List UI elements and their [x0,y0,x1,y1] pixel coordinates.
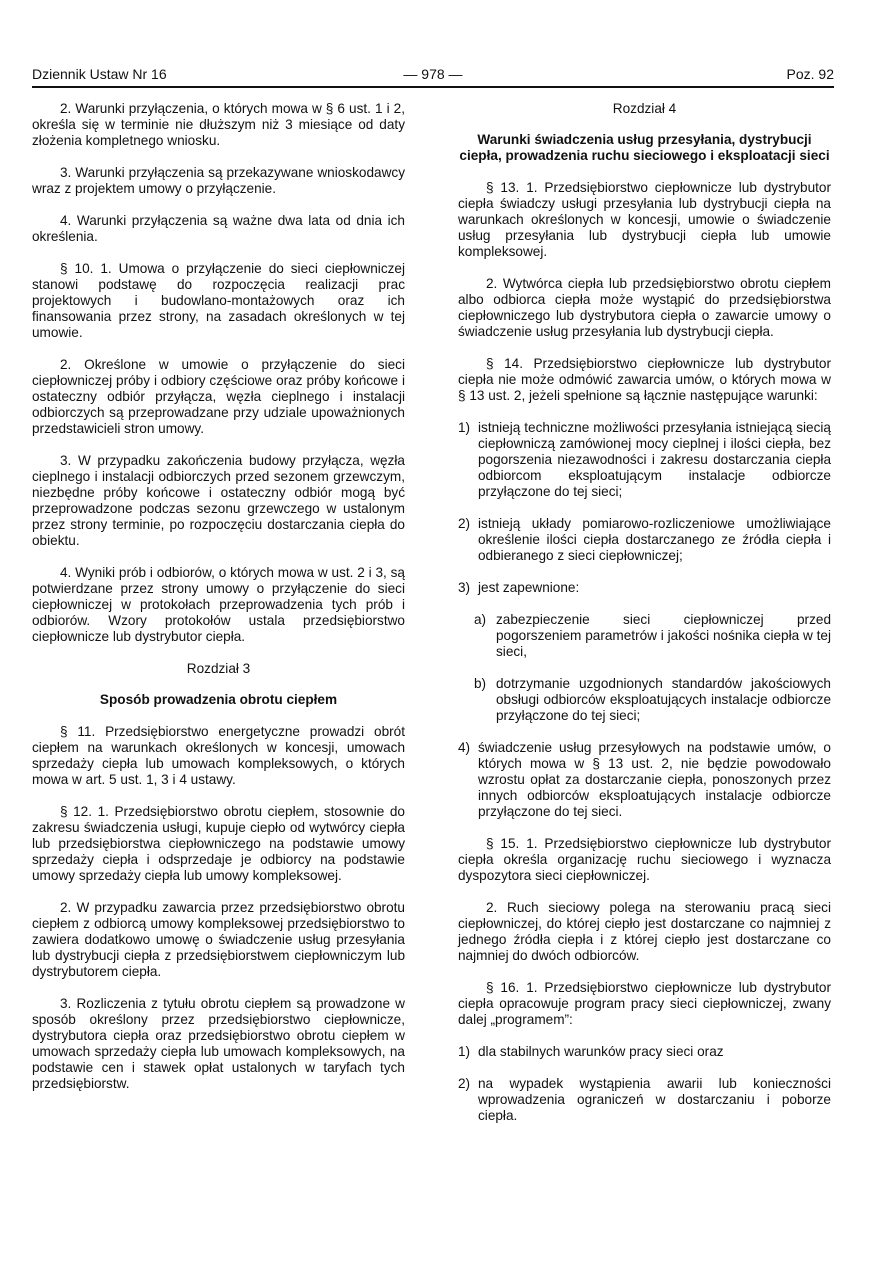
list-number: 4) [458,740,471,755]
list-item [458,516,831,564]
list-item [458,1044,831,1060]
list-letter: a) [474,612,487,627]
list-number: 3) [458,580,471,595]
paragraph: 3. W przypadku zakończenia budowy przyłącza, węzła cieplnego i instalacji odbiorczych przed sezonem grzewczym, niezbędne próby końcowe i ostateczny odbiór mogą być przeprowadzone podczas sezonu grzewczego w ustalonym przez strony terminie, po rozpoczęciu dostarczania ciepła do obiektu. [32,453,405,548]
list-text: istnieją układy pomiarowo-rozliczeniowe umożliwiające określenie ilości ciepła dostarczanego ze źródła ciepła i odbieranego z sieci ciepłowniczej; [478,516,831,563]
position-number: Poz. 92 [786,66,834,82]
list-text: jest zapewnione: [478,580,580,595]
chapter-heading: Rozdział 3 [186,661,251,676]
list-text: świadczenie usług przesyłowych na podstawie umów, o których mowa w § 13 ust. 2, nie będzie powodowało wzrostu opłat za dostarczanie ciepła, ponoszonych przez innych odbiorców eksploatujących instalacje odbiorcze przyłączone do tej sieci. [478,740,831,819]
paragraph: 4. Wyniki prób i odbiorów, o których mowa w ust. 2 i 3, są potwierdzane przez strony umowy o przyłączenie do sieci ciepłowniczej w protokołach przeprowadzenia tych prób i odbiorów. Wzory protokołów ustala przedsiębiorstwo ciepłownicze lub dystrybutor ciepła. [32,565,405,644]
right-column [458,101,831,1140]
paragraph: 2. Warunki przyłączenia, o których mowa w § 6 ust. 1 i 2, określa się w terminie nie dłuższym niż 3 miesiące od daty złożenia kompletnego wniosku. [32,101,405,148]
list-text: na wypadek wystąpienia awarii lub konieczności wprowadzenia ograniczeń w dostarczaniu i poborze ciepła. [478,1076,831,1123]
page-number: — 978 — [403,66,463,82]
paragraph: § 12. 1. Przedsiębiorstwo obrotu ciepłem, stosownie do zakresu świadczenia usługi, kupuje ciepło od wytwórcy ciepła lub przedsiębiorstwa ciepłowniczego na podstawie umowy sprzedaży ciepła i odsprzedaje je odbiorcy na podstawie umowy sprzedaży ciepła lub umowy kompleksowej. [32,804,405,883]
sublist-item [474,612,831,660]
list-text: zabezpieczenie sieci ciepłowniczej przed pogorszeniem parametrów i jakości nośnika ciepła w tej sieci, [496,612,831,659]
list-letter: b) [474,676,487,691]
page-header [32,64,834,86]
paragraph: § 14. Przedsiębiorstwo ciepłownicze lub dystrybutor ciepła nie może odmówić zawarcia umów, o których mowa w § 13 ust. 2, jeżeli spełnione są łącznie następujące warunki: [458,356,831,403]
list-number: 2) [458,516,471,531]
paragraph: 2. Wytwórca ciepła lub przedsiębiorstwo obrotu ciepłem albo odbiorca ciepła może wystąpić do przedsiębiorstwa ciepłowniczego lub dystrybutora ciepła o zawarcie umowy o świadczenie usług przesyłania lub dystrybucji ciepła. [458,276,831,339]
paragraph: 2. Określone w umowie o przyłączenie do sieci ciepłowniczej próby i odbiory częściowe oraz próby końcowe i ostateczny odbiór przyłącza, węzła cieplnego i instalacji odbiorczych są przeprowadzane przy udziale upoważnionych przedstawicieli stron umowy. [32,357,405,436]
list-number: 1) [458,1044,471,1059]
paragraph: 3. Warunki przyłączenia są przekazywane wnioskodawcy wraz z projektem umowy o przyłączenie. [32,165,405,196]
chapter-title: Warunki świadczenia usług przesyłania, dystrybucji ciepła, prowadzenia ruchu sieciowego i eksploatacji sieci [459,132,830,163]
chapter-heading: Rozdział 4 [612,101,677,116]
list-number: 2) [458,1076,471,1091]
paragraph: § 11. Przedsiębiorstwo energetyczne prowadzi obrót ciepłem na warunkach określonych w koncesji, umowach sprzedaży ciepła lub umowach kompleksowych, o których mowa w art. 5 ust. 1, 3 i 4 ustawy. [32,724,405,787]
paragraph: § 15. 1. Przedsiębiorstwo ciepłownicze lub dystrybutor ciepła określa organizację ruchu sieciowego i wyznacza dyspozytora sieci ciepłowniczej. [458,836,831,883]
chapter-title: Sposób prowadzenia obrotu ciepłem [99,692,338,707]
journal-title: Dziennik Ustaw Nr 16 [32,66,167,82]
list-text: dotrzymanie uzgodnionych standardów jakościowych obsługi odbiorców eksploatujących instalacje odbiorcze przyłączone do tej sieci; [496,676,831,723]
list-text: istnieją techniczne możliwości przesyłania istniejącą siecią ciepłowniczą zamówionej mocy cieplnej i ilości ciepła, bez pogorszenia niezawodności i zakresu dostarczania ciepła odbiorcom eksploatującym instalacje odbiorcze przyłączone do tej sieci; [478,420,831,499]
paragraph: § 10. 1. Umowa o przyłączenie do sieci ciepłowniczej stanowi podstawę do rozpoczęcia realizacji prac projektowych i budowlano-montażowych oraz ich finansowania przez strony, na zasadach określonych w tej umowie. [32,261,405,340]
list-item [458,420,831,500]
list-number: 1) [458,420,471,435]
paragraph: 3. Rozliczenia z tytułu obrotu ciepłem są prowadzone w sposób określony przez przedsiębiorstwo ciepłownicze, dystrybutora ciepła oraz przedsiębiorstwo obrotu ciepłem w umowach sprzedaży ciepła lub umowach kompleksowych, na podstawie cen i stawek opłat ustalonych w taryfach tych przedsiębiorstw. [32,996,405,1091]
paragraph: 2. W przypadku zawarcia przez przedsiębiorstwo obrotu ciepłem z odbiorcą umowy kompleksowej przedsiębiorstwo to zawiera dodatkowo umowę o świadczenie usług przesyłania lub dystrybucji ciepła z przedsiębiorstwem ciepłowniczym lub dystrybutorem ciepła. [32,900,405,979]
list-item [458,740,831,820]
list-text: dla stabilnych warunków pracy sieci oraz [478,1044,724,1059]
list-item [458,580,831,596]
paragraph: 4. Warunki przyłączenia są ważne dwa lata od dnia ich określenia. [32,213,405,244]
header-rule [32,86,834,88]
paragraph: § 16. 1. Przedsiębiorstwo ciepłownicze lub dystrybutor ciepła opracowuje program pracy sieci ciepłowniczej, zwany dalej „programem”: [458,980,831,1027]
sublist-item [474,676,831,724]
paragraph: 2. Ruch sieciowy polega na sterowaniu pracą sieci ciepłowniczej, do której ciepło jest dostarczane co najmniej z jednego źródła ciepła i z której ciepło jest dostarczane co najmniej do dwóch odbiorców. [458,900,831,963]
list-item [458,1076,831,1124]
paragraph: § 13. 1. Przedsiębiorstwo ciepłownicze lub dystrybutor ciepła świadczy usługi przesyłania lub dystrybucji ciepła na warunkach określonych w koncesji, umowie o świadczenie usług przesyłania lub dystrybucji ciepła lub umowie kompleksowej. [458,180,831,259]
left-column [32,101,405,1108]
